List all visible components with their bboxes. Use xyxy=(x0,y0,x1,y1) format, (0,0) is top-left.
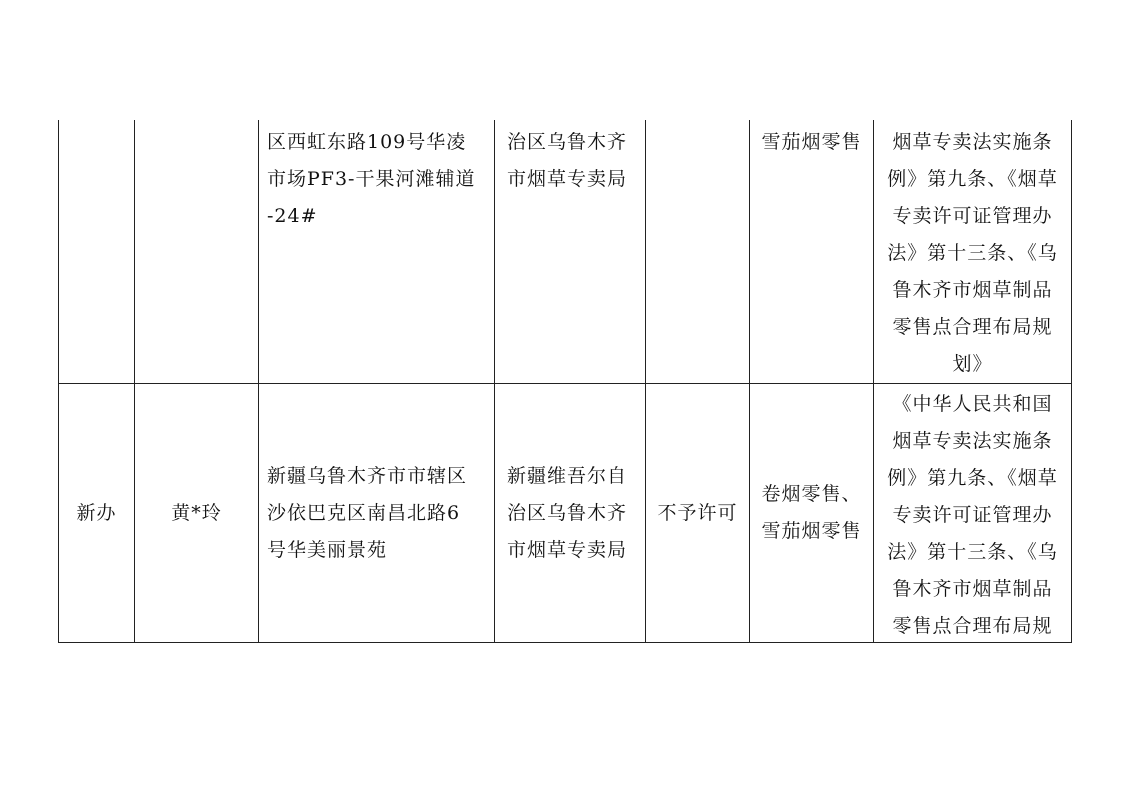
table-row xyxy=(59,120,1072,384)
cell-scope: 卷烟零售、 雪茄烟零售 xyxy=(750,384,874,643)
cell-name: 黄*玲 xyxy=(135,384,259,643)
table-row xyxy=(59,384,1072,643)
cell-name xyxy=(135,120,259,384)
cell-decision: 不予许可 xyxy=(646,384,750,643)
cell-type xyxy=(59,120,135,384)
cell-basis: 烟草专卖法实施条 例》第九条、《烟草 专卖许可证管理办 法》第十三条、《乌 鲁木齐市烟草制品 零售点合理布局规 划》 xyxy=(874,120,1072,384)
cell-scope: 雪茄烟零售 xyxy=(750,120,874,384)
cell-decision xyxy=(646,120,750,384)
license-decision-table xyxy=(58,120,1072,643)
cell-address: 区西虹东路109号华凌 市场PF3-干果河滩辅道 -24# xyxy=(259,120,495,384)
cell-address: 新疆乌鲁木齐市市辖区 沙依巴克区南昌北路6 号华美丽景苑 xyxy=(259,384,495,643)
cell-authority: 新疆维吾尔自 治区乌鲁木齐 市烟草专卖局 xyxy=(495,384,646,643)
cell-type: 新办 xyxy=(59,384,135,643)
cell-authority: 治区乌鲁木齐 市烟草专卖局 xyxy=(495,120,646,384)
cell-basis: 《中华人民共和国 烟草专卖法实施条 例》第九条、《烟草 专卖许可证管理办 法》第十三条、《乌 鲁木齐市烟草制品 零售点合理布局规 xyxy=(874,384,1072,643)
